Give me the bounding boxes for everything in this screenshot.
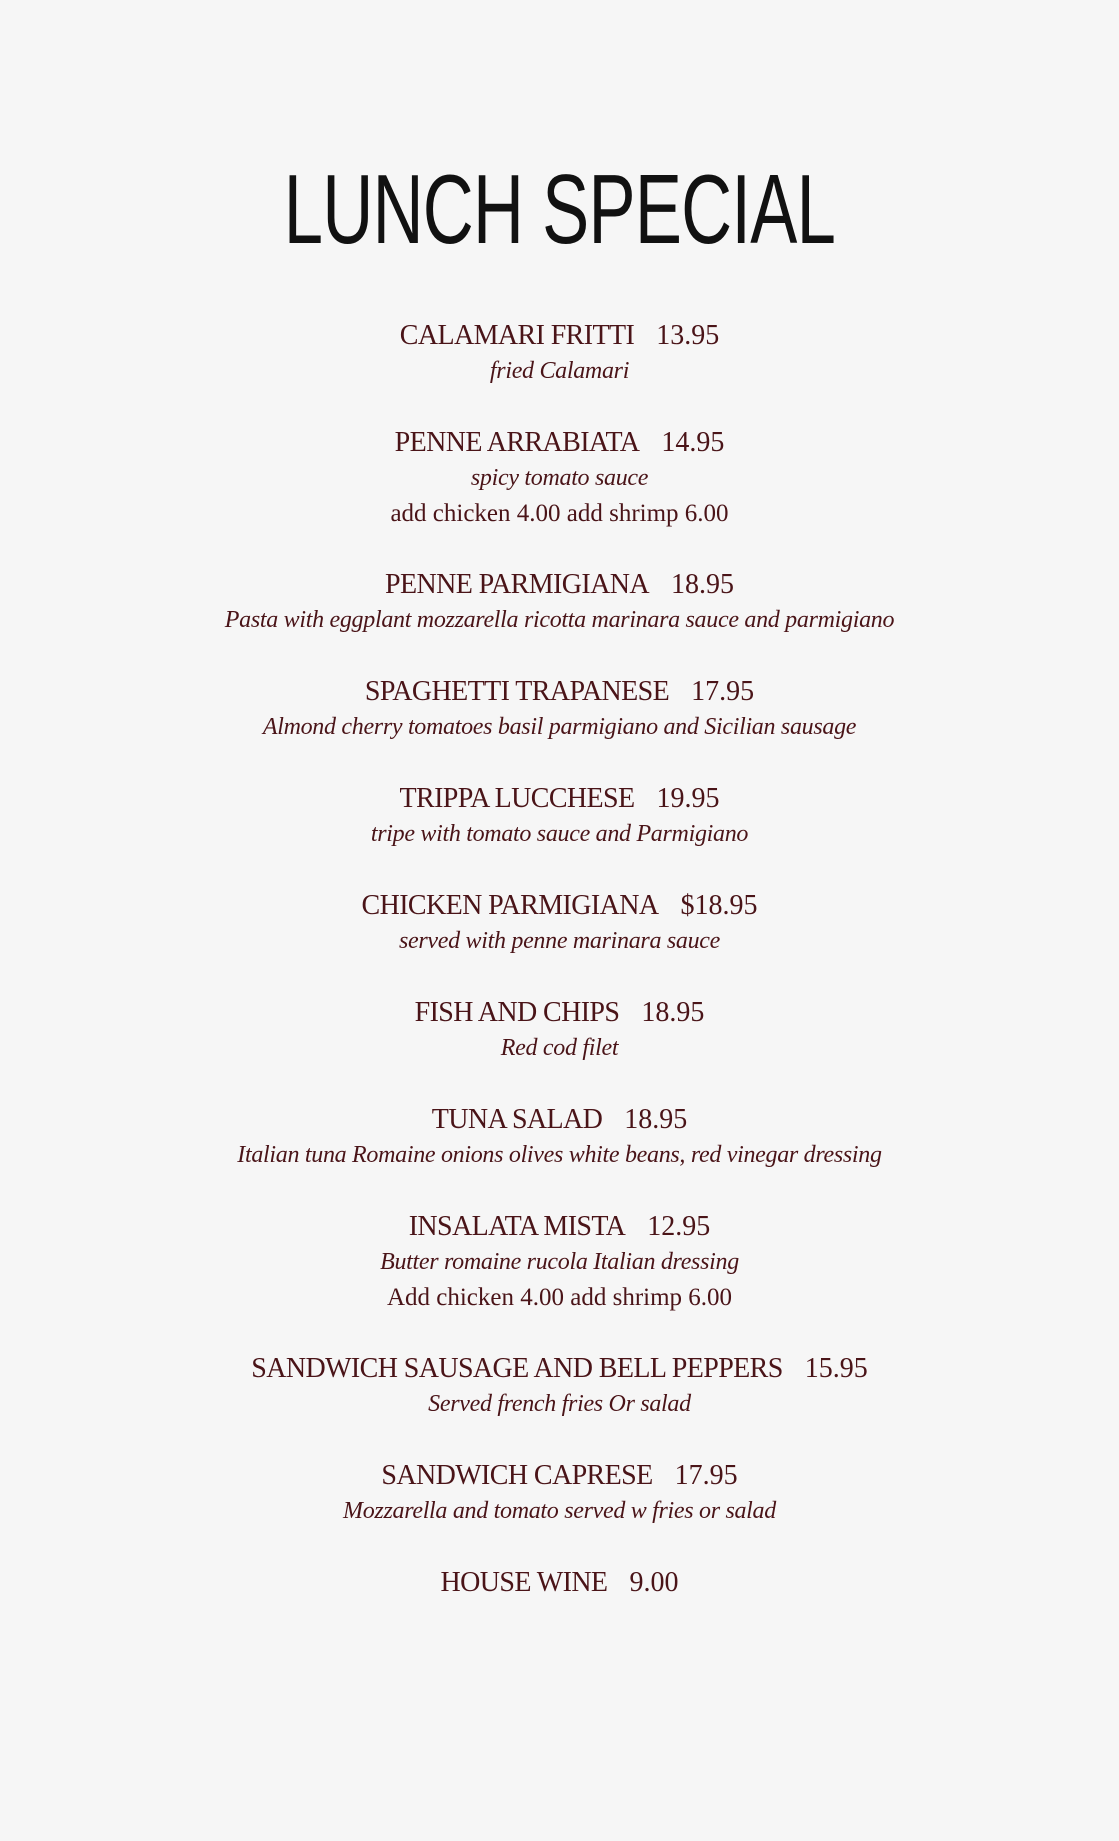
item-name: FISH AND CHIPS: [414, 997, 620, 1028]
item-price: 12.95: [647, 1211, 711, 1242]
item-name: CHICKEN PARMIGIANA: [361, 890, 659, 921]
item-addons: Add chicken 4.00 add shrimp 6.00: [386, 1284, 733, 1311]
item-price: 17.95: [691, 676, 755, 707]
item-price: 14.95: [661, 427, 725, 458]
item-price: 18.95: [670, 569, 734, 600]
item-name: TUNA SALAD: [431, 1104, 603, 1135]
item-description: Butter romaine rucola Italian dressing: [380, 1249, 739, 1275]
item-price: $18.95: [680, 890, 758, 921]
menu-item: [0, 781, 1119, 852]
item-name: PENNE PARMIGIANA: [385, 569, 649, 600]
item-name: CALAMARI FRITTI: [399, 320, 635, 351]
item-description: Pasta with eggplant mozzarella ricotta marinara sauce and parmigiano: [224, 607, 895, 633]
item-description: served with penne marinara sauce: [398, 928, 720, 954]
menu-item: [0, 674, 1119, 745]
item-name: PENNE ARRABIATA: [394, 427, 640, 458]
menu-item: [0, 425, 1119, 531]
item-price: 19.95: [656, 783, 720, 814]
item-price: 13.95: [656, 320, 720, 351]
item-description: Italian tuna Romaine onions olives white beans, red vinegar dressing: [237, 1142, 882, 1168]
item-description: Served french fries Or salad: [428, 1391, 691, 1417]
menu-title: LUNCH SPECIAL: [283, 154, 836, 264]
item-addons: add chicken 4.00 add shrimp 6.00: [390, 500, 729, 527]
item-name: SPAGHETTI TRAPANESE: [364, 676, 670, 707]
item-description: Mozzarella and tomato served w fries or salad: [343, 1498, 776, 1524]
item-price: 18.95: [641, 997, 705, 1028]
menu-item: [0, 1565, 1119, 1601]
item-name: SANDWICH CAPRESE: [381, 1460, 653, 1491]
menu-item: [0, 888, 1119, 959]
item-price: 17.95: [674, 1460, 738, 1491]
item-name: INSALATA MISTA: [408, 1211, 626, 1242]
item-description: spicy tomato sauce: [470, 465, 649, 491]
menu-item: [0, 1209, 1119, 1315]
item-description: Almond cherry tomatoes basil parmigiano and Sicilian sausage: [262, 714, 857, 740]
menu-item: [0, 567, 1119, 638]
menu-item: [0, 995, 1119, 1066]
item-price: 9.00: [629, 1567, 679, 1598]
menu-item: [0, 1351, 1119, 1422]
menu-item: [0, 318, 1119, 389]
menu-list: [0, 318, 1119, 1637]
item-price: 18.95: [624, 1104, 688, 1135]
item-description: tripe with tomato sauce and Parmigiano: [370, 821, 749, 847]
item-name: SANDWICH SAUSAGE AND BELL PEPPERS: [251, 1353, 783, 1384]
item-description: Red cod filet: [500, 1035, 619, 1061]
menu-item: [0, 1458, 1119, 1529]
item-name: HOUSE WINE: [440, 1567, 608, 1598]
item-price: 15.95: [804, 1353, 868, 1384]
menu-item: [0, 1102, 1119, 1173]
item-description: fried Calamari: [489, 358, 630, 384]
item-name: TRIPPA LUCCHESE: [399, 783, 635, 814]
